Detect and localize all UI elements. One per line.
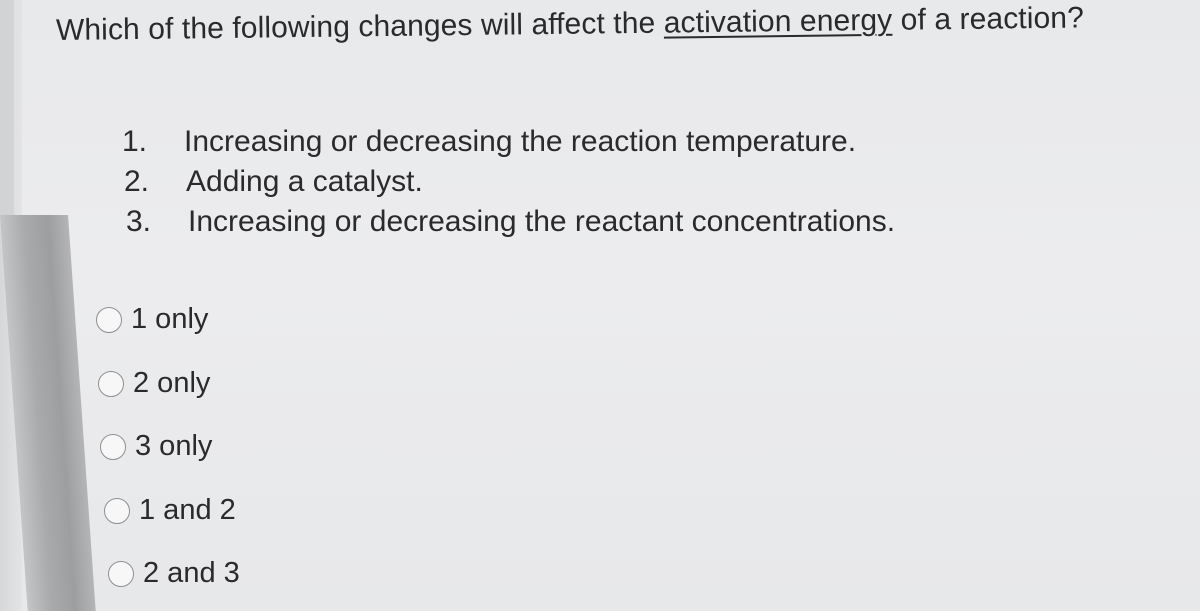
radio-button[interactable] [100, 434, 126, 460]
radio-button[interactable] [104, 498, 130, 524]
statement-text: Adding a catalyst. [186, 165, 423, 198]
option-1-only[interactable] [96, 303, 208, 336]
radio-button[interactable] [108, 561, 134, 587]
statement-number: 2. [124, 165, 150, 198]
statement-text: Increasing or decreasing the reactant concentrations. [188, 205, 896, 238]
statement-number: 1. [122, 125, 148, 158]
question-text [56, 1, 1084, 48]
option-3-only[interactable] [100, 430, 212, 463]
option-2-and-3[interactable] [108, 557, 240, 590]
option-label: 2 and 3 [143, 557, 240, 589]
option-label: 2 only [133, 367, 211, 399]
option-label: 1 only [131, 303, 209, 335]
question-suffix: of a reaction? [892, 1, 1085, 37]
statement-list [122, 122, 895, 242]
question-prefix: Which of the following changes will affect the [55, 6, 664, 47]
radio-button[interactable] [96, 307, 122, 333]
scrollbar-track [0, 0, 14, 215]
statement-number: 3. [126, 205, 152, 238]
radio-button[interactable] [98, 371, 124, 397]
statement-text: Increasing or decreasing the reaction temperature. [184, 125, 857, 158]
question-underlined-term: activation energy [663, 3, 893, 40]
option-label: 3 only [135, 430, 213, 462]
option-1-and-2[interactable] [104, 494, 236, 527]
statement-item [126, 202, 895, 242]
option-label: 1 and 2 [139, 494, 236, 526]
statement-item [122, 122, 895, 162]
statement-item [124, 162, 895, 202]
option-2-only[interactable] [98, 367, 210, 400]
